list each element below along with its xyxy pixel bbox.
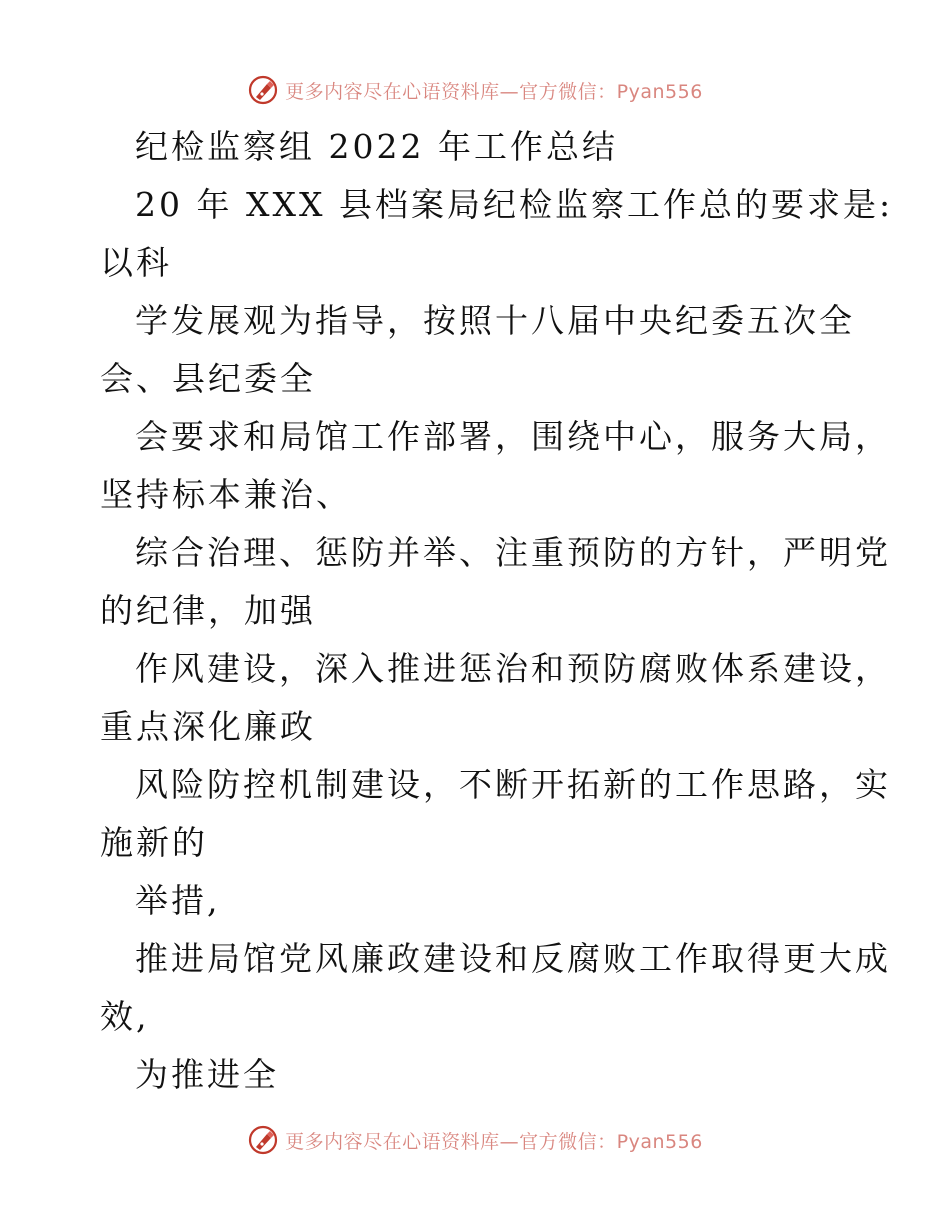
text-line: 综合治理、惩防并举、注重预防的方针，严明党 (135, 533, 891, 572)
text-line: 的纪律，加强 (100, 591, 316, 630)
text-line: 20 年 XXX 县档案局纪检监察工作总的要求是: (135, 185, 894, 224)
text-line: 以科 (100, 243, 172, 282)
text-line: 会、县纪委全 (100, 359, 316, 398)
text-line: 效, (100, 997, 150, 1036)
text-line: 为推进全 (135, 1055, 279, 1094)
document-body (100, 118, 894, 1104)
text-line: 坚持标本兼治、 (100, 475, 352, 514)
text-line: 施新的 (100, 823, 208, 862)
text-line: 作风建设，深入推进惩治和预防腐败体系建设， (135, 649, 891, 688)
footer-watermark (0, 1120, 950, 1160)
text-line: 推进局馆党风廉政建设和反腐败工作取得更大成 (135, 939, 891, 978)
text-line: 会要求和局馆工作部署，围绕中心，服务大局， (135, 417, 891, 456)
pen-nib-logo-icon (247, 1124, 279, 1156)
text-line: 学发展观为指导，按照十八届中央纪委五次全 (135, 301, 855, 340)
text-line: 重点深化廉政 (100, 707, 316, 746)
pen-nib-logo-icon (247, 74, 279, 106)
watermark-text: 更多内容尽在心语资料库—官方微信：Pyan556 (285, 1130, 703, 1153)
text-line: 风险防控机制建设，不断开拓新的工作思路，实 (135, 765, 891, 804)
text-line: 举措, (135, 881, 221, 920)
header-watermark (0, 70, 950, 110)
watermark-text: 更多内容尽在心语资料库—官方微信：Pyan556 (285, 80, 703, 103)
document-title: 纪检监察组 2022 年工作总结 (135, 127, 618, 166)
